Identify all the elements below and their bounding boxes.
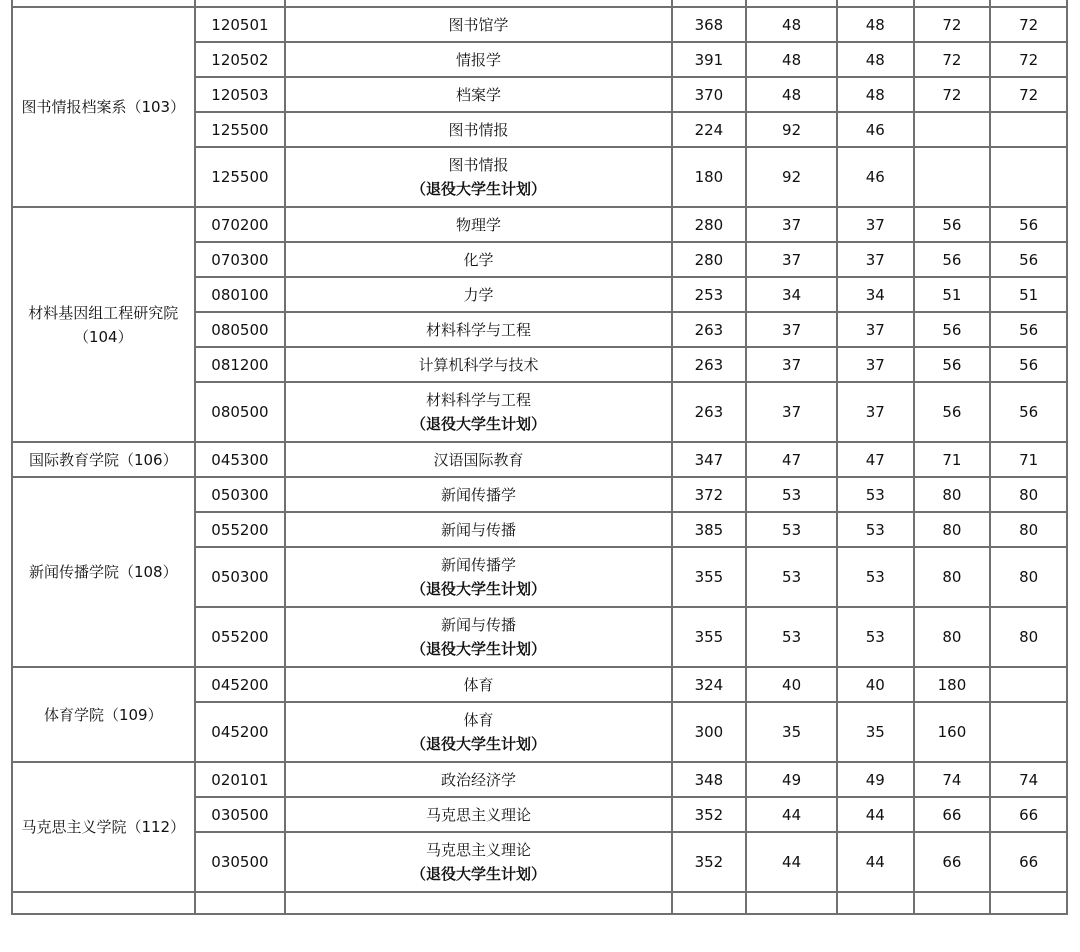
major-name: 政治经济学 [440, 770, 516, 789]
table-row [12, 442, 1067, 477]
score-cell-2: 49 [837, 762, 914, 797]
major-code-cell: 020101 [195, 762, 286, 797]
score-cell-2: 37 [837, 312, 914, 347]
total-score-cell: 300 [672, 702, 747, 762]
major-code-cell: 125500 [195, 112, 286, 147]
total-score-cell: 263 [672, 312, 747, 347]
score-table [11, 0, 1068, 915]
major-code-cell: 120502 [195, 42, 286, 77]
score-cell-3: 160 [914, 702, 991, 762]
score-cell-1: 40 [746, 667, 837, 702]
veteran-plan-label: （退役大学生计划） [410, 865, 546, 883]
veteran-plan-label: （退役大学生计划） [410, 640, 546, 658]
score-cell-1: 48 [746, 7, 837, 42]
major-code-cell: 045300 [195, 442, 286, 477]
major-name: 汉语国际教育 [433, 450, 524, 469]
table-row [12, 667, 1067, 702]
major-code-cell: 050300 [195, 547, 286, 607]
score-cell-2: 48 [837, 7, 914, 42]
total-score-cell: 280 [672, 207, 747, 242]
clipped-bottom-row [12, 892, 1067, 914]
score-cell-4: 56 [990, 347, 1067, 382]
score-cell-3: 80 [914, 547, 991, 607]
total-score-cell: 355 [672, 547, 747, 607]
score-cell-3: 80 [914, 477, 991, 512]
score-cell-4: 72 [990, 77, 1067, 112]
score-cell-4: 56 [990, 242, 1067, 277]
score-cell-1: 35 [746, 702, 837, 762]
score-cell-4 [990, 112, 1067, 147]
major-code-cell: 045200 [195, 702, 286, 762]
score-cell-2: 37 [837, 242, 914, 277]
score-cell-2: 48 [837, 77, 914, 112]
score-cell-3: 56 [914, 382, 991, 442]
score-cell-1: 44 [746, 797, 837, 832]
score-cell-2: 44 [837, 797, 914, 832]
score-cell-1: 44 [746, 832, 837, 892]
major-code-cell: 080500 [195, 312, 286, 347]
major-code-cell: 030500 [195, 832, 286, 892]
score-cell-1: 37 [746, 242, 837, 277]
total-score-cell: 368 [672, 7, 747, 42]
score-cell-2: 37 [837, 207, 914, 242]
score-cell-3: 51 [914, 277, 991, 312]
major-name: 化学 [463, 250, 494, 269]
major-name-cell [285, 312, 671, 347]
total-score-cell: 352 [672, 832, 747, 892]
score-cell-1: 53 [746, 512, 837, 547]
score-cell-1: 48 [746, 42, 837, 77]
score-cell-2: 53 [837, 512, 914, 547]
department-cell: 图书情报档案系（103） [12, 7, 195, 207]
major-name: 档案学 [455, 85, 501, 104]
score-cell-4: 71 [990, 442, 1067, 477]
score-cell-3: 66 [914, 797, 991, 832]
major-name: 马克思主义理论 [425, 841, 531, 859]
score-cell-2: 44 [837, 832, 914, 892]
department-cell: 国际教育学院（106） [12, 442, 195, 477]
major-name-cell [285, 277, 671, 312]
major-name: 图书情报 [448, 156, 509, 174]
major-name-cell [285, 547, 671, 607]
major-name: 材料科学与工程 [425, 320, 531, 339]
score-cell-4: 80 [990, 547, 1067, 607]
major-name: 情报学 [455, 50, 501, 69]
score-cell-4: 56 [990, 207, 1067, 242]
score-cell-3 [914, 147, 991, 207]
score-cell-2: 47 [837, 442, 914, 477]
total-score-cell: 180 [672, 147, 747, 207]
major-name: 新闻与传播 [440, 616, 516, 634]
score-cell-1: 92 [746, 147, 837, 207]
major-name-cell [285, 112, 671, 147]
score-cell-3: 72 [914, 77, 991, 112]
major-name: 体育 [463, 711, 494, 729]
total-score-cell: 370 [672, 77, 747, 112]
major-name: 新闻传播学 [440, 485, 516, 504]
score-cell-2: 53 [837, 477, 914, 512]
score-cell-1: 37 [746, 207, 837, 242]
major-code-cell: 081200 [195, 347, 286, 382]
veteran-plan-label: （退役大学生计划） [410, 180, 546, 198]
score-cell-4: 66 [990, 832, 1067, 892]
score-cell-1: 49 [746, 762, 837, 797]
table-row [12, 477, 1067, 512]
score-cell-1: 34 [746, 277, 837, 312]
veteran-plan-label: （退役大学生计划） [410, 415, 546, 433]
score-cell-3: 66 [914, 832, 991, 892]
score-cell-3: 72 [914, 7, 991, 42]
major-name: 马克思主义理论 [425, 805, 531, 824]
score-cell-1: 37 [746, 312, 837, 347]
total-score-cell: 253 [672, 277, 747, 312]
total-score-cell: 324 [672, 667, 747, 702]
major-name-cell [285, 207, 671, 242]
major-name: 新闻与传播 [440, 520, 516, 539]
major-name-cell [285, 832, 671, 892]
total-score-cell: 224 [672, 112, 747, 147]
department-cell: 材料基因组工程研究院（104） [12, 207, 195, 442]
major-name: 新闻传播学 [440, 556, 516, 574]
department-cell: 马克思主义学院（112） [12, 762, 195, 892]
score-cell-2: 48 [837, 42, 914, 77]
major-name-cell [285, 477, 671, 512]
major-code-cell: 120503 [195, 77, 286, 112]
score-cell-3 [914, 112, 991, 147]
total-score-cell: 263 [672, 382, 747, 442]
score-cell-1: 47 [746, 442, 837, 477]
major-name: 材料科学与工程 [425, 391, 531, 409]
total-score-cell: 348 [672, 762, 747, 797]
score-table-body [12, 0, 1067, 914]
score-cell-1: 37 [746, 382, 837, 442]
score-cell-2: 34 [837, 277, 914, 312]
score-cell-4 [990, 667, 1067, 702]
major-code-cell: 070200 [195, 207, 286, 242]
score-cell-2: 37 [837, 382, 914, 442]
score-cell-2: 35 [837, 702, 914, 762]
major-name-cell [285, 607, 671, 667]
score-cell-3: 72 [914, 42, 991, 77]
total-score-cell: 263 [672, 347, 747, 382]
score-cell-1: 53 [746, 477, 837, 512]
score-cell-4: 80 [990, 607, 1067, 667]
major-code-cell: 055200 [195, 512, 286, 547]
score-cell-3: 74 [914, 762, 991, 797]
score-cell-2: 37 [837, 347, 914, 382]
score-cell-3: 56 [914, 207, 991, 242]
score-cell-2: 46 [837, 112, 914, 147]
score-cell-1: 53 [746, 547, 837, 607]
score-cell-4 [990, 702, 1067, 762]
score-cell-1: 37 [746, 347, 837, 382]
score-cell-1: 48 [746, 77, 837, 112]
major-name-cell [285, 442, 671, 477]
score-cell-3: 80 [914, 607, 991, 667]
total-score-cell: 280 [672, 242, 747, 277]
score-cell-4: 51 [990, 277, 1067, 312]
major-name-cell [285, 382, 671, 442]
score-cell-4 [990, 147, 1067, 207]
major-name-cell [285, 42, 671, 77]
total-score-cell: 347 [672, 442, 747, 477]
major-name-cell [285, 512, 671, 547]
table-row [12, 7, 1067, 42]
score-cell-4: 66 [990, 797, 1067, 832]
major-code-cell: 030500 [195, 797, 286, 832]
department-cell: 体育学院（109） [12, 667, 195, 762]
score-cell-1: 53 [746, 607, 837, 667]
major-name: 计算机科学与技术 [418, 355, 539, 374]
major-name-cell [285, 347, 671, 382]
major-name-cell [285, 797, 671, 832]
total-score-cell: 352 [672, 797, 747, 832]
total-score-cell: 372 [672, 477, 747, 512]
major-name-cell [285, 77, 671, 112]
total-score-cell: 385 [672, 512, 747, 547]
major-name: 物理学 [455, 215, 501, 234]
department-cell: 新闻传播学院（108） [12, 477, 195, 667]
score-cell-4: 56 [990, 382, 1067, 442]
score-cell-3: 56 [914, 242, 991, 277]
score-cell-1: 92 [746, 112, 837, 147]
score-table-container [11, 0, 1068, 915]
score-cell-4: 74 [990, 762, 1067, 797]
major-name-cell [285, 7, 671, 42]
score-cell-2: 40 [837, 667, 914, 702]
major-name-cell [285, 702, 671, 762]
score-cell-2: 46 [837, 147, 914, 207]
veteran-plan-label: （退役大学生计划） [410, 580, 546, 598]
score-cell-2: 53 [837, 547, 914, 607]
major-code-cell: 125500 [195, 147, 286, 207]
table-row [12, 762, 1067, 797]
major-code-cell: 080500 [195, 382, 286, 442]
major-code-cell: 045200 [195, 667, 286, 702]
score-cell-3: 56 [914, 347, 991, 382]
total-score-cell: 391 [672, 42, 747, 77]
major-name-cell [285, 242, 671, 277]
major-name-cell [285, 147, 671, 207]
score-cell-4: 72 [990, 7, 1067, 42]
major-name: 图书馆学 [448, 15, 509, 34]
score-cell-4: 80 [990, 477, 1067, 512]
score-cell-3: 56 [914, 312, 991, 347]
major-code-cell: 050300 [195, 477, 286, 512]
score-cell-2: 53 [837, 607, 914, 667]
major-code-cell: 080100 [195, 277, 286, 312]
major-code-cell: 055200 [195, 607, 286, 667]
score-cell-3: 180 [914, 667, 991, 702]
score-cell-3: 71 [914, 442, 991, 477]
score-cell-4: 56 [990, 312, 1067, 347]
table-row [12, 207, 1067, 242]
major-code-cell: 070300 [195, 242, 286, 277]
clipped-top-row [12, 0, 1067, 7]
major-name: 体育 [463, 675, 494, 694]
score-cell-4: 72 [990, 42, 1067, 77]
major-name: 图书情报 [448, 120, 509, 139]
major-code-cell: 120501 [195, 7, 286, 42]
score-cell-4: 80 [990, 512, 1067, 547]
major-name: 力学 [463, 285, 494, 304]
major-name-cell [285, 762, 671, 797]
major-name-cell [285, 667, 671, 702]
score-cell-3: 80 [914, 512, 991, 547]
veteran-plan-label: （退役大学生计划） [410, 735, 546, 753]
total-score-cell: 355 [672, 607, 747, 667]
